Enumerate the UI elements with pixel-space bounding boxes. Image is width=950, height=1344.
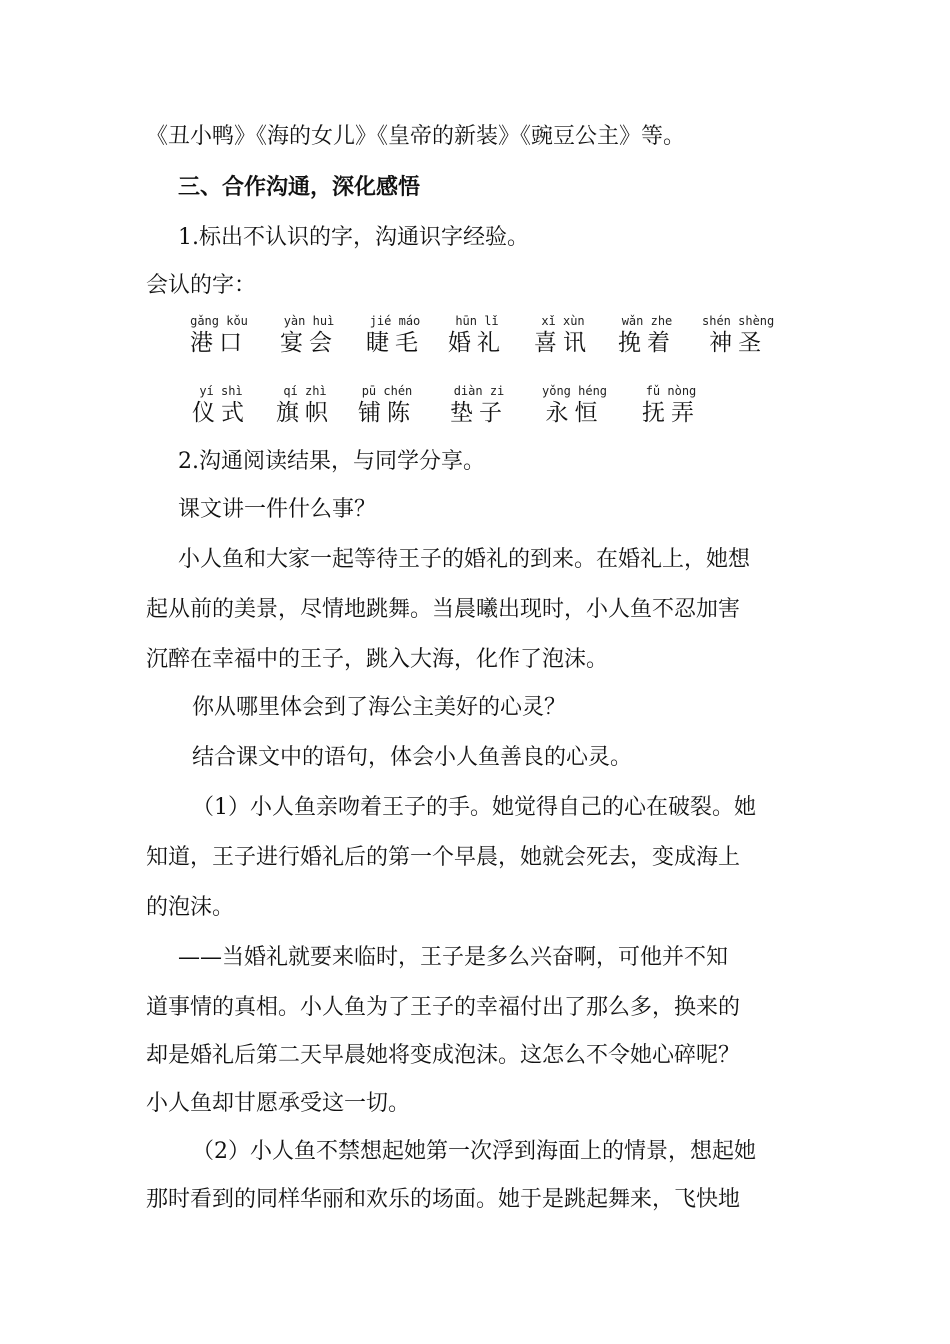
vocab-word [534, 313, 592, 357]
pinyin: jié máo [369, 314, 421, 328]
summary-line-2: 起从前的美景，尽情地跳舞。当晨曦出现时，小人鱼不忍加害 [146, 597, 741, 622]
excerpt-2-line-1: （2）小人鱼不禁想起她第一次浮到海面上的情景，想起她 [192, 1139, 756, 1164]
vocab-word [276, 383, 334, 427]
pinyin: yǒng héng [542, 384, 608, 398]
book-titles-line: 《丑小鸭》《海的女儿》《皇帝的新装》《豌豆公主》等。 [146, 124, 686, 149]
step-2: 2.沟通阅读结果，与同学分享。 [178, 449, 485, 474]
recognize-label: 会认的字： [146, 273, 257, 298]
hanzi: 喜讯 [534, 330, 592, 356]
hanzi: 垫子 [450, 400, 508, 426]
hanzi: 仪式 [192, 400, 250, 426]
hanzi: 抚弄 [642, 400, 700, 426]
pinyin: hūn lǐ [455, 314, 499, 328]
hanzi: 铺陈 [358, 400, 416, 426]
vocab-word [450, 383, 508, 427]
hanzi: 旗帜 [276, 400, 334, 426]
comment-1-line-4: 小人鱼却甘愿承受这一切。 [146, 1091, 411, 1116]
hanzi: 永恒 [545, 400, 604, 426]
vocab-word [366, 313, 424, 357]
comment-1-line-1: ——当婚礼就要来临时，王子是多么兴奋啊，可他并不知 [178, 945, 729, 970]
vocab-word [280, 313, 338, 357]
pinyin: xǐ xùn [541, 314, 585, 328]
vocab-word [190, 313, 248, 357]
step-1: 1.标出不认识的字，沟通识字经验。 [178, 225, 529, 250]
comment-1-line-3: 却是婚礼后第二天早晨她将变成泡沫。这怎么不令她心碎呢？ [146, 1043, 741, 1068]
vocab-word [358, 383, 416, 427]
hanzi: 睫毛 [366, 330, 424, 356]
excerpt-1-line-3: 的泡沫。 [146, 895, 235, 920]
hanzi: 挽着 [618, 330, 676, 356]
vocab-row-1 [190, 313, 810, 363]
summary-line-1: 小人鱼和大家一起等待王子的婚礼的到来。在婚礼上，她想 [178, 547, 751, 572]
excerpt-1-line-2: 知道，王子进行婚礼后的第一个早晨，她就会死去，变成海上 [146, 845, 741, 870]
hanzi: 港口 [190, 330, 248, 356]
pinyin: yí shì [199, 384, 243, 398]
question-1: 课文讲一件什么事？ [178, 497, 377, 522]
hanzi: 婚礼 [448, 330, 506, 356]
pinyin: qí zhì [283, 384, 327, 398]
pinyin: pū chén [361, 384, 413, 398]
summary-line-3: 沉醉在幸福中的王子，跳入大海，化作了泡沫。 [146, 647, 609, 672]
pinyin: gǎng kǒu [190, 314, 248, 328]
vocab-word [618, 313, 676, 357]
question-2: 你从哪里体会到了海公主美好的心灵？ [192, 695, 567, 720]
vocab-word [702, 313, 774, 357]
vocab-word [642, 383, 700, 427]
vocab-row-2 [190, 383, 810, 433]
pinyin: wǎn zhe [621, 314, 673, 328]
pinyin: diàn zi [453, 384, 505, 398]
hanzi: 宴会 [280, 330, 338, 356]
hanzi: 神圣 [709, 330, 768, 356]
vocab-word [542, 383, 607, 427]
vocab-word [192, 383, 250, 427]
comment-1-line-2: 道事情的真相。小人鱼为了王子的幸福付出了那么多，换来的 [146, 995, 741, 1020]
pinyin: yàn huì [283, 314, 335, 328]
excerpt-1-line-1: （1）小人鱼亲吻着王子的手。她觉得自己的心在破裂。她 [192, 795, 756, 820]
question-3: 结合课文中的语句，体会小人鱼善良的心灵。 [192, 745, 633, 770]
vocab-word [448, 313, 506, 357]
excerpt-2-line-2: 那时看到的同样华丽和欢乐的场面。她于是跳起舞来，飞快地 [146, 1187, 741, 1212]
pinyin: shén shèng [702, 314, 775, 328]
pinyin: fǔ nòng [645, 384, 697, 398]
section-heading: 三、合作沟通，深化感悟 [178, 174, 421, 200]
